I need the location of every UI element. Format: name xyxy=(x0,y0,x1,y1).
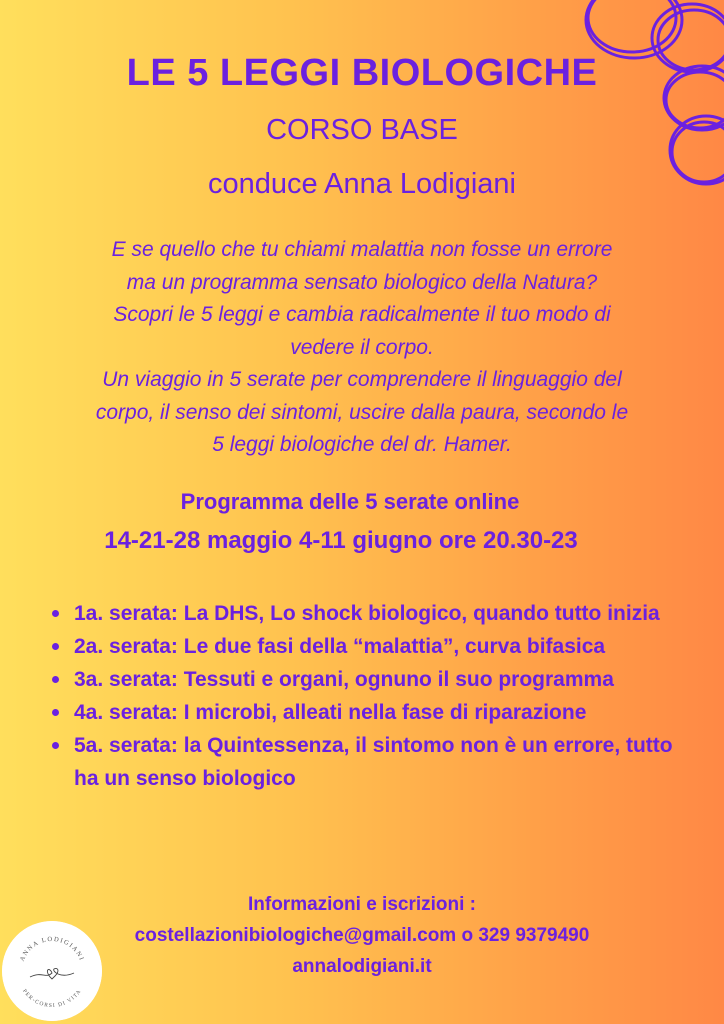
session-text: 3a. serata: Tessuti e organi, ognuno il suo programma xyxy=(74,668,614,691)
list-item xyxy=(50,729,700,795)
bullet-icon xyxy=(52,709,59,716)
bullet-icon xyxy=(52,742,59,749)
bullet-icon xyxy=(52,643,59,650)
logo-bottom-text: PER-CORSI DI VITA xyxy=(21,988,83,1010)
bullet-icon xyxy=(52,610,59,617)
session-text: 2a. serata: Le due fasi della “malattia”, curva bifasica xyxy=(74,635,606,658)
page-title: LE 5 LEGGI BIOLOGICHE xyxy=(126,52,598,94)
intro-line: Un viaggio in 5 serate per comprendere il linguaggio del xyxy=(102,368,622,391)
program-dates: 14-21-28 maggio 4-11 giugno ore 20.30-23 xyxy=(104,527,578,554)
program-heading: Programma delle 5 serate online xyxy=(180,489,520,514)
logo-top-text: ANNA LODIGIANI xyxy=(18,935,86,963)
list-item xyxy=(50,630,700,663)
info-section xyxy=(0,889,724,982)
info-heading: Informazioni e iscrizioni : xyxy=(247,894,477,915)
session-text: 1a. serata: La DHS, Lo shock biologico, quando tutto inizia xyxy=(74,602,660,625)
course-host: conduce Anna Lodigiani xyxy=(208,168,516,200)
intro-line: E se quello che tu chiami malattia non fosse un errore xyxy=(111,238,613,261)
session-text: 4a. serata: I microbi, alleati nella fase di riparazione xyxy=(74,701,587,724)
bullet-icon xyxy=(52,676,59,683)
list-item xyxy=(50,663,700,696)
course-subtitle: CORSO BASE xyxy=(266,114,458,146)
intro-text xyxy=(40,234,684,462)
website-link[interactable]: annalodigiani.it xyxy=(292,956,432,977)
intro-line: ma un programma sensato biologico della Natura? xyxy=(126,270,598,294)
intro-line: Scopri le 5 leggi e cambia radicalmente il tuo modo di xyxy=(113,303,611,326)
contact-info[interactable]: costellazionibiologiche@gmail.com o 329 9379490 xyxy=(134,925,590,946)
list-item xyxy=(50,696,700,729)
session-list xyxy=(50,597,700,795)
list-item xyxy=(50,597,700,630)
intro-line: 5 leggi biologiche del dr. Hamer. xyxy=(212,433,512,456)
brand-logo xyxy=(2,921,102,1021)
session-text: 5a. serata: la Quintessenza, il sintomo non è un errore, tutto ha un senso biologico xyxy=(74,734,673,790)
intro-line: corpo, il senso dei sintomi, uscire dalla paura, secondo le xyxy=(95,400,629,424)
intro-line: vedere il corpo. xyxy=(290,335,434,359)
